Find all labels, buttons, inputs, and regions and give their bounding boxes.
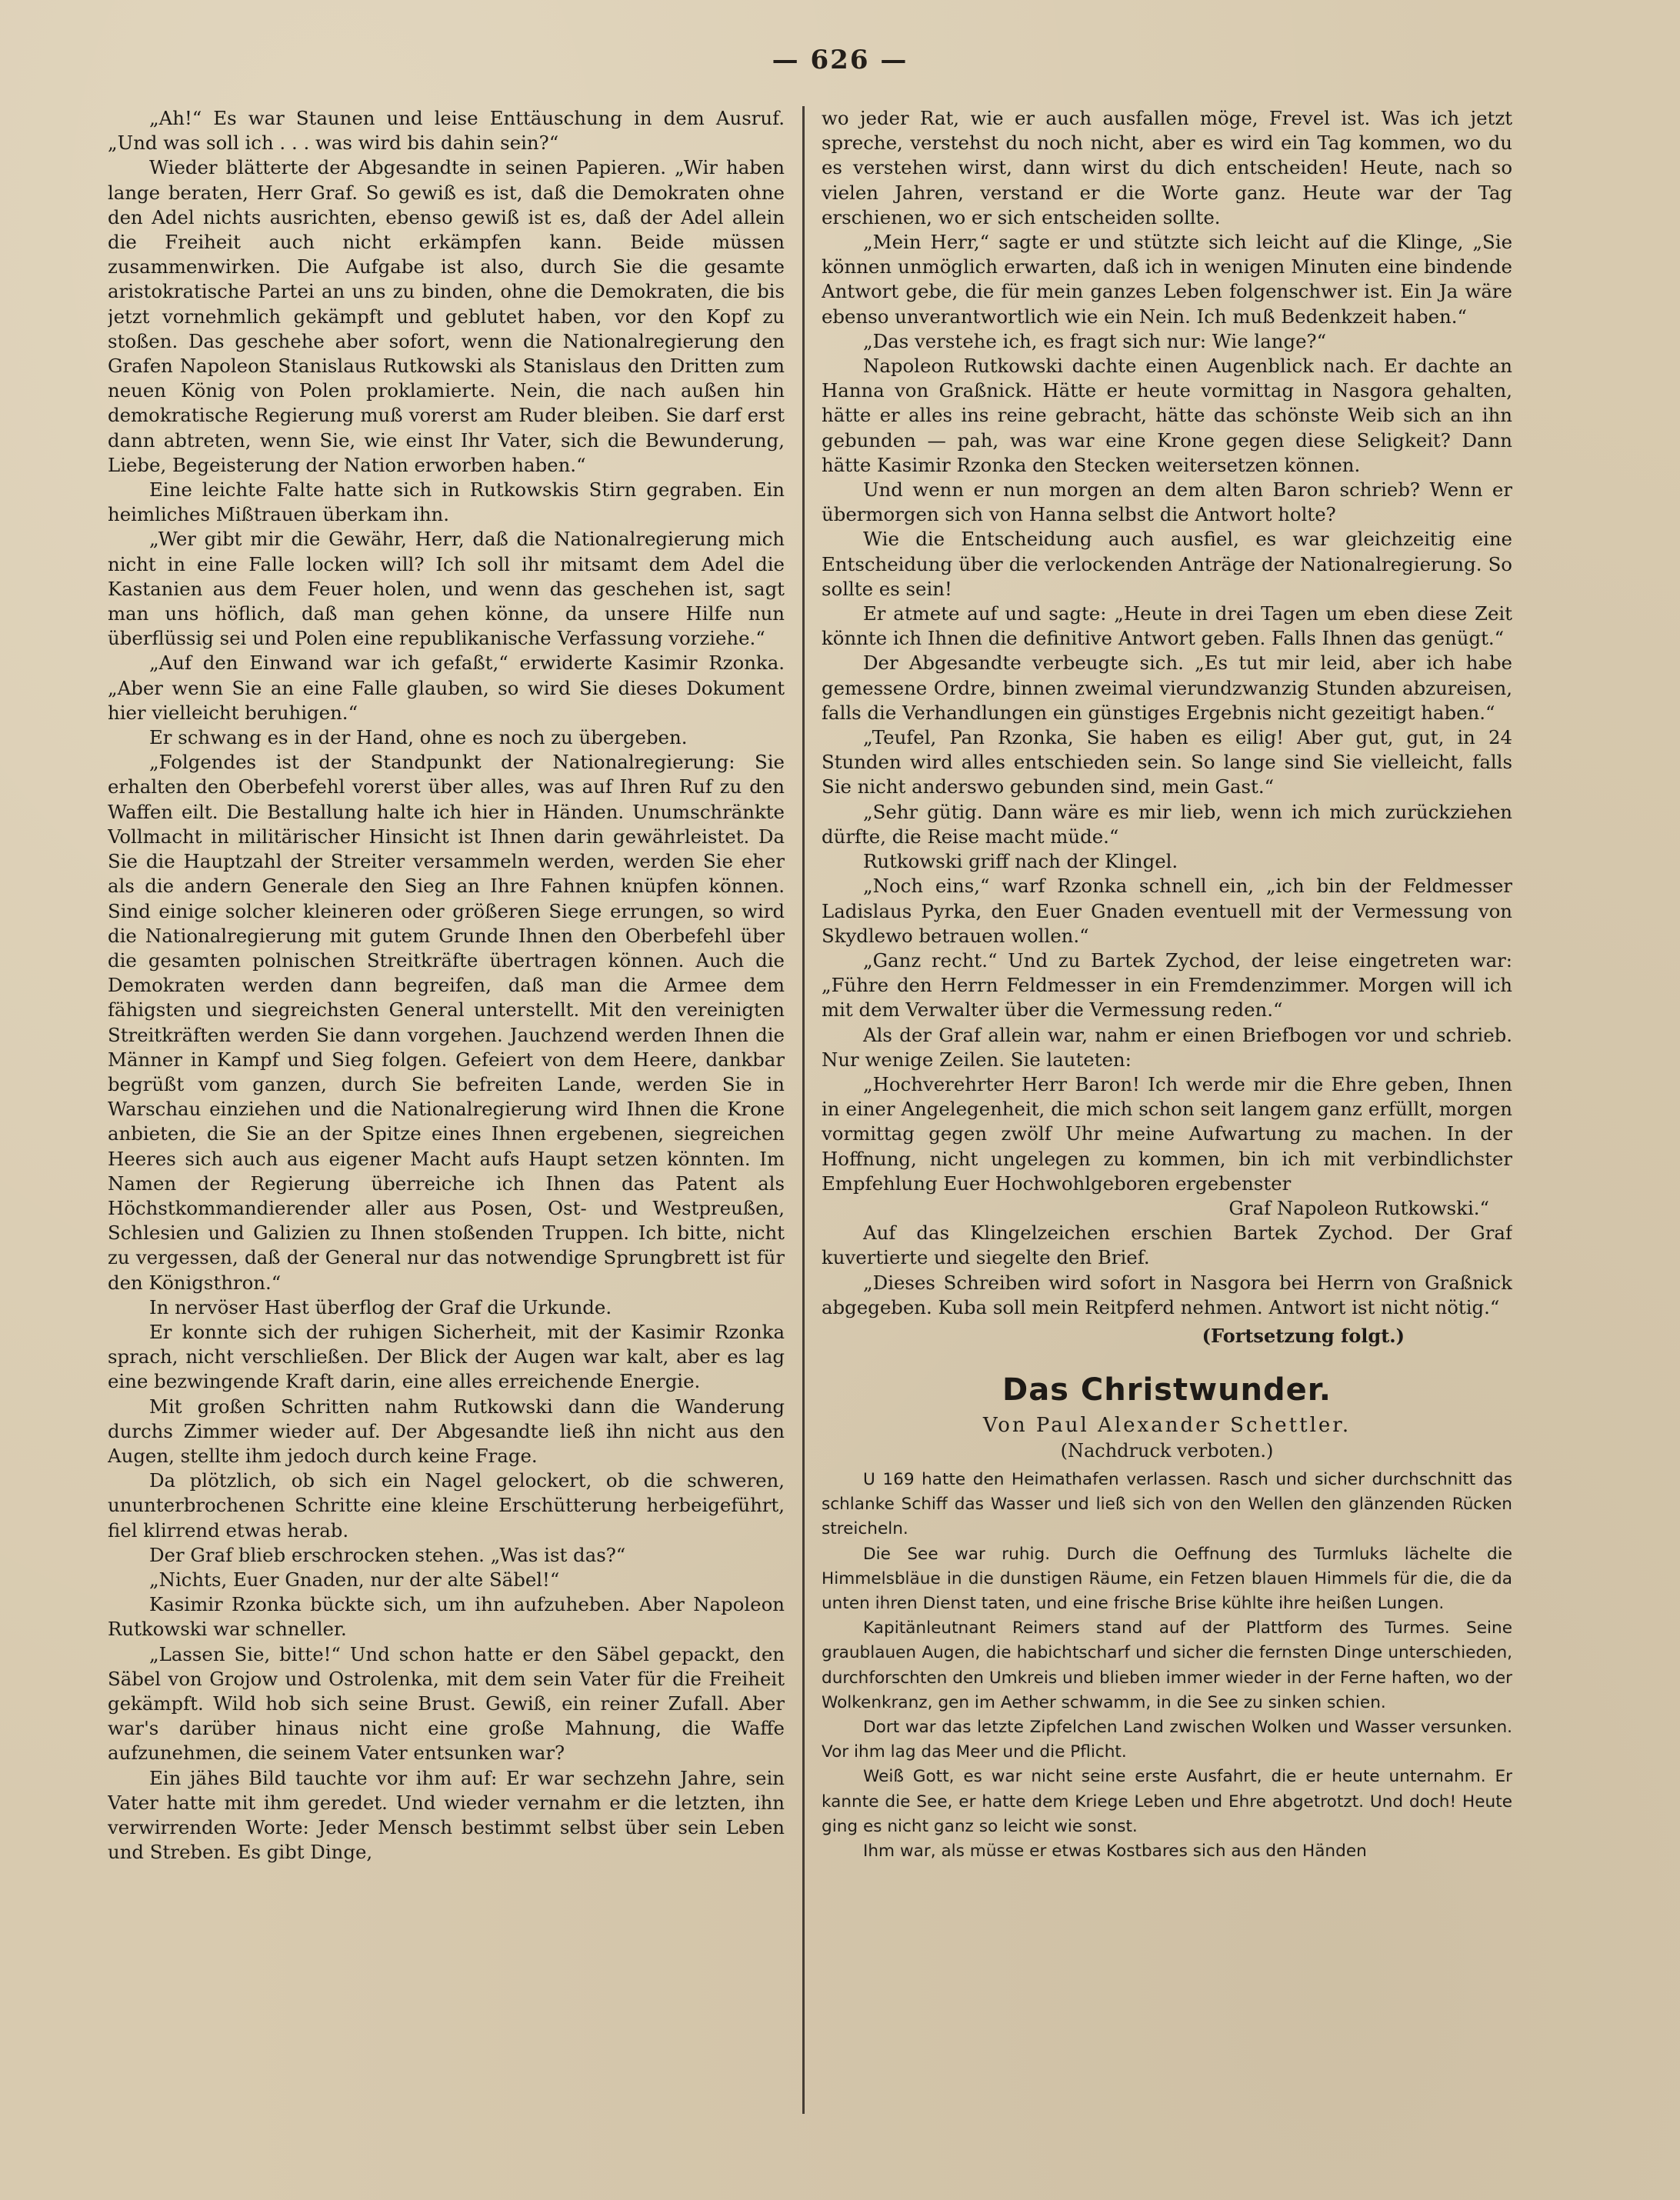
paragraph: Ein jähes Bild tauchte vor ihm auf: Er war sechzehn Jahre, sein Vater hatte mit ihm geredet. Und wieder vernahm er die letzten, ihn verwirrenden Worte: Jeder Mensch bestimmt selbst über sein Leben und Streben. Es gibt Dinge,: [108, 1766, 785, 1864]
article-byline: Von Paul Alexander Schettler.: [982, 1413, 1352, 1437]
paragraph: „Lassen Sie, bitte!“ Und schon hatte er den Säbel gepackt, den Säbel von Grojow und Ostrolenka, mit dem sein Vater für die Freiheit gekämpft. Wild hob sich seine Brust. Gewiß, ein reiner Zufall. Aber war's darüber hinaus nicht eine große Mahnung, die Waffe aufzunehmen, die seinem Vater entsunken war?: [108, 1642, 785, 1765]
paragraph: „Ah!“ Es war Staunen und leise Enttäuschung in dem Ausruf. „Und was soll ich . . . was wird bis dahin sein?“: [108, 107, 785, 155]
paragraph: „Das verstehe ich, es fragt sich nur: Wie lange?“: [863, 329, 1327, 352]
paragraph: Kasimir Rzonka bückte sich, um ihn aufzuheben. Aber Napoleon Rutkowski war schneller.: [108, 1593, 785, 1641]
serial-continuation: [822, 106, 1512, 1320]
paragraph: „Folgendes ist der Standpunkt der Nationalregierung: Sie erhalten den Oberbefehl vorerst über alles, was auf Ihren Ruf zu den Waffen eilt. Die Bestallung halte ich hier in Händen. Unumschränkte Vollmacht in militärischer Hinsicht ist Ihnen darin gewährleistet. Da Sie die Hauptzahl der Streiter versammeln werden, werden Sie eher als die andern Generale den Sieg an Ihre Fahnen knüpfen können. Sind einige solcher kleineren oder größeren Siege errungen, so wird die Nationalregierung mit gutem Grunde Ihnen den Oberbefehl über die gesamten polnischen Streitkräfte übertragen können. Auch die Demokraten werden dann begreifen, daß man die Armee dem fähigsten und siegreichsten General unterstellt. Mit den vereinigten Streitkräften werden Sie dann vorgehen. Jauchzend werden Ihnen die Männer in Kampf und Sieg folgen. Gefeiert von dem Heere, dankbar begrüßt vom ganzen, durch Sie befreiten Lande, werden Sie in Warschau einziehen und die Nationalregierung wird Ihnen die Krone anbieten, die Sie an der Spitze eines Ihnen ergebenen, siegreichen Heeres sich auch aus eigener Macht aufs Haupt setzen könnten. Im Namen der Regierung überreiche ich Ihnen das Patent als Höchstkommandierender aller aus Posen, Ost- und Westpreußen, Schlesien und Galizien zu Ihnen stoßenden Truppen. Ich bitte, nicht zu vergessen, daß der General nur das notwendige Sprungbrett ist für den Königsthron.“: [108, 751, 785, 1294]
paragraph: Mit großen Schritten nahm Rutkowski dann die Wanderung durchs Zimmer wieder auf. Der Abgesandte ließ ihn nicht aus den Augen, stellte ihm jedoch durch keine Frage.: [108, 1395, 785, 1467]
continuation-note: (Fortsetzung folgt.): [1202, 1324, 1405, 1347]
paragraph: „Teufel, Pan Rzonka, Sie haben es eilig! Aber gut, gut, in 24 Stunden wird alles entschieden sein. So lange sind Sie vielleicht, falls Sie nicht anderswo gebunden sind, mein Gast.“: [822, 726, 1512, 798]
paragraph: „Auf den Einwand war ich gefaßt,“ erwiderte Kasimir Rzonka. „Aber wenn Sie an eine Falle glauben, so wird Sie dieses Dokument hier vielleicht beruhigen.“: [108, 652, 785, 724]
paragraph: Er schwang es in der Hand, ohne es noch zu übergeben.: [149, 726, 688, 749]
paragraph: „Wer gibt mir die Gewähr, Herr, daß die Nationalregierung mich nicht in eine Falle locken will? Ich soll ihr mitsamt dem Adel die Kastanien aus dem Feuer holen, und wenn das geschehen ist, sagt man uns höflich, daß man gehen könne, da unsere Hilfe nun überflüssig sei und Polen eine republikanische Verfassung vorziehe.“: [108, 528, 785, 650]
paragraph: Der Graf blieb erschrocken stehen. „Was ist das?“: [149, 1543, 626, 1566]
story-article: [822, 1371, 1512, 1864]
page-number: — 626 —: [772, 45, 908, 75]
paragraph: „Mein Herr,“ sagte er und stützte sich leicht auf die Klinge, „Sie können unmöglich erwarten, daß ich in wenigen Minuten eine bindende Antwort gebe, die für mein ganzes Leben folgenschwer ist. Ein Ja wäre ebenso unverantwortlich wie ein Nein. Ich muß Bedenkzeit haben.“: [822, 231, 1512, 328]
paragraph: Die See war ruhig. Durch die Oeffnung des Turmluks lächelte die Himmelsbläue in die dunstigen Räume, ein Fetzen blauen Himmels für die, die da unten ihren Dienst taten, und eine frische Brise kühlte ihre heißen Lungen.: [822, 1544, 1512, 1613]
paragraph: In nervöser Hast überflog der Graf die Urkunde.: [149, 1295, 612, 1318]
paragraph: Kapitänleutnant Reimers stand auf der Plattform des Turmes. Seine graublauen Augen, die habichtscharf und sicher die fernsten Dinge unterschieden, durchforschten den Umkreis und blieben immer wieder in der Ferne haften, wo der Wolkenkranz, gen im Aether schwamm, in die See zu sinken schien.: [822, 1618, 1512, 1712]
paragraph: Rutkowski griff nach der Klingel.: [863, 850, 1178, 873]
paragraph: „Noch eins,“ warf Rzonka schnell ein, „ich bin der Feldmesser Ladislaus Pyrka, den Euer Gnaden eventuell mit der Vermessung von Skydlewo betrauen wollen.“: [822, 875, 1512, 947]
paragraph: Ihm war, als müsse er etwas Kostbares sich aus den Händen: [863, 1842, 1367, 1861]
paragraph: „Nichts, Euer Gnaden, nur der alte Säbel!“: [149, 1568, 560, 1591]
paragraph: Wieder blätterte der Abgesandte in seinen Papieren. „Wir haben lange beraten, Herr Graf. So gewiß es ist, daß die Demokraten ohne den Adel nichts ausrichten, ebenso gewiß ist es, daß der Adel allein die Freiheit auch nicht erkämpfen kann. Beide müssen zusammenwirken. Die Aufgabe ist also, durch Sie die gesamte aristokratische Partei an uns zu binden, ohne die Demokraten, die bis jetzt vornehmlich gekämpft und geblutet haben, vor den Kopf zu stoßen. Das geschehe aber sofort, wenn die Nationalregierung den Grafen Napoleon Stanislaus Rutkowski als Stanislaus den Dritten zum neuen König von Polen proklamierte. Nein, die nach außen hin demokratische Regierung muß vorerst am Ruder bleiben. Sie darf erst dann abtreten, wenn Sie, wie einst Ihr Vater, sich die Bewunderung, Liebe, Begeisterung der Nation erworben haben.“: [108, 156, 785, 476]
paragraph: Und wenn er nun morgen an dem alten Baron schrieb? Wenn er übermorgen sich von Hanna selbst die Antwort holte?: [822, 478, 1512, 526]
paragraph: „Sehr gütig. Dann wäre es mir lieb, wenn ich mich zurückziehen dürfte, die Reise macht müde.“: [822, 800, 1512, 848]
paragraph: Eine leichte Falte hatte sich in Rutkowskis Stirn gegraben. Ein heimliches Mißtrauen überkam ihn.: [108, 478, 785, 526]
right-column: [822, 106, 1512, 2169]
paragraph: wo jeder Rat, wie er auch ausfallen möge, Frevel ist. Was ich jetzt spreche, verstehst du noch nicht, aber es wird ein Tag kommen, wo du es verstehen wirst, dann wirst du dich entscheiden! Heute, nach so vielen Jahren, verstand er die Worte ganz. Heute war der Tag erschienen, wo er sich entscheiden sollte.: [822, 107, 1512, 228]
article-body: [822, 1468, 1512, 1864]
paragraph: Wie die Entscheidung auch ausfiel, es war gleichzeitig eine Entscheidung über die verlockenden Anträge der Nationalregierung. So sollte es sein!: [822, 528, 1512, 600]
paragraph: „Hochverehrter Herr Baron! Ich werde mir die Ehre geben, Ihnen in einer Angelegenheit, die mich schon seit langem ganz erfüllt, morgen vormittag gegen zwölf Uhr meine Aufwartung zu machen. In der Hoffnung, nicht ungelegen zu kommen, bin ich mit verbindlichster Empfehlung Euer Hochwohlgeboren ergebenster: [822, 1072, 1512, 1195]
paragraph: Napoleon Rutkowski dachte einen Augenblick nach. Er dachte an Hanna von Graßnick. Hätte er heute vormittag in Nasgora gehalten, hätte er alles ins reine gebracht, hätte das schönste Weib sich an ihn gebunden — pah, was war eine Krone gegen diese Seligkeit? Dann hätte Kasimir Rzonka den Stecken weitersetzen können.: [822, 355, 1512, 476]
paragraph: U 169 hatte den Heimathafen verlassen. Rasch und sicher durchschnitt das schlanke Schiff das Wasser und ließ sich von den Wellen den glänzenden Rücken streicheln.: [822, 1469, 1512, 1539]
paragraph: „Dieses Schreiben wird sofort in Nasgora bei Herrn von Graßnick abgegeben. Kuba soll mein Reitpferd nehmen. Antwort ist nicht nötig.“: [822, 1271, 1512, 1318]
paragraph: Auf das Klingelzeichen erschien Bartek Zychod. Der Graf kuvertierte und siegelte den Brief.: [822, 1222, 1512, 1269]
article-title: Das Christwunder.: [1002, 1372, 1332, 1408]
paragraph: Da plötzlich, ob sich ein Nagel gelockert, ob die schweren, ununterbrochenen Schritte eine kleine Erschütterung herbeigeführt, fiel klirrend etwas herab.: [108, 1469, 785, 1542]
paragraph: Weiß Gott, es war nicht seine erste Ausfahrt, die er heute unternahm. Er kannte die See, er hatte dem Kriege Leben und Ehre abgetrotzt. Und doch! Heute ging es nicht ganz so leicht wie sonst.: [822, 1767, 1512, 1836]
reprint-note: (Nachdruck verboten.): [1060, 1439, 1274, 1462]
column-divider: [802, 106, 805, 2114]
paragraph: Dort war das letzte Zipfelchen Land zwischen Wolken und Wasser versunken. Vor ihm lag das Meer und die Pflicht.: [822, 1717, 1512, 1762]
paragraph: „Ganz recht.“ Und zu Bartek Zychod, der leise eingetreten war: „Führe den Herrn Feldmesser in ein Fremdenzimmer. Morgen will ich mit dem Verwalter über die Vermessung reden.“: [822, 948, 1512, 1022]
paragraph: Er konnte sich der ruhigen Sicherheit, mit der Kasimir Rzonka sprach, nicht verschließen. Der Blick der Augen war kalt, aber es lag eine bezwingende Kraft darin, eine alles erreichende Energie.: [108, 1320, 785, 1393]
left-column: [108, 106, 785, 2169]
paragraph: Er atmete auf und sagte: „Heute in drei Tagen um eben diese Zeit könnte ich Ihnen die definitive Antwort geben. Falls Ihnen das genügt.“: [822, 602, 1512, 650]
paragraph: Als der Graf allein war, nahm er einen Briefbogen vor und schrieb. Nur wenige Zeilen. Sie lauteten:: [822, 1023, 1512, 1071]
paragraph: Graf Napoleon Rutkowski.“: [1228, 1196, 1489, 1219]
paragraph: Der Abgesandte verbeugte sich. „Es tut mir leid, aber ich habe gemessene Ordre, binnen zweimal vierundzwanzig Stunden abzureisen, falls die Verhandlungen ein günstiges Ergebnis nicht gezeitigt haben.“: [822, 652, 1512, 724]
